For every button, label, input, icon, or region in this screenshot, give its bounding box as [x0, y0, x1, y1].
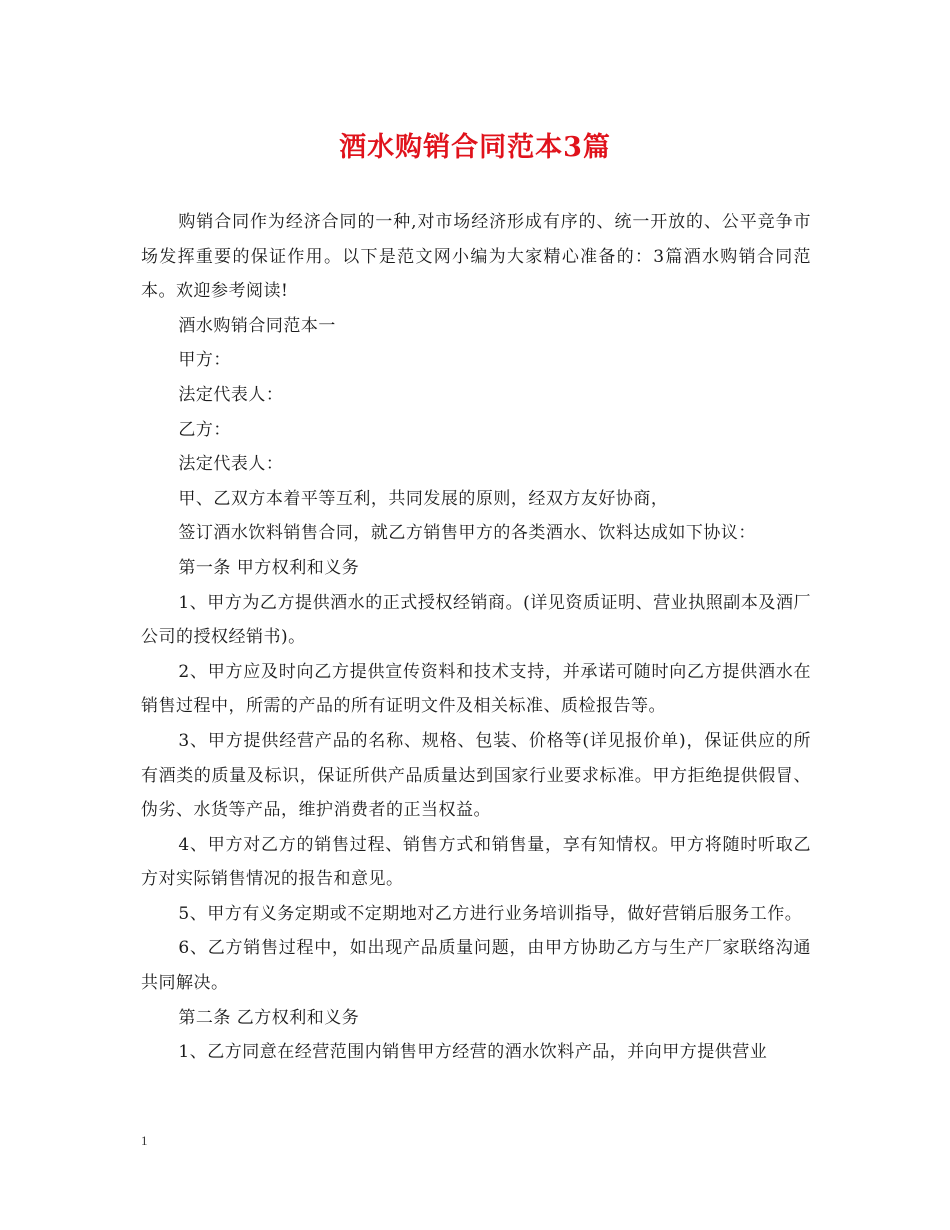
paragraph-article-2-item-1: 1、乙方同意在经营范围内销售甲方经营的酒水饮料产品，并向甲方提供营业	[178, 1042, 768, 1063]
paragraph-party-a-representative: 法定代表人：	[178, 384, 284, 405]
paragraph-section-heading: 酒水购销合同范本一	[178, 315, 336, 336]
paragraph-article-1-item-1: 1、甲方为乙方提供酒水的正式授权经销商。(详见资质证明、营业执照副本及酒厂公司的授权经销书)。	[141, 592, 811, 648]
paragraph-article-1-item-3: 3、甲方提供经营产品的名称、规格、包装、价格等(详见报价单)，保证供应的所有酒类的质量及标识，保证所供产品质量达到国家行业要求标准。甲方拒绝提供假冒、伪劣、水货等产品，维护消费者的正当权益。	[141, 730, 811, 821]
paragraph-article-1-heading: 第一条 甲方权利和义务	[178, 557, 360, 578]
paragraph-article-1-item-5: 5、甲方有义务定期或不定期地对乙方进行业务培训指导，做好营销后服务工作。	[178, 903, 803, 924]
paragraph-article-1-item-4: 4、甲方对乙方的销售过程、销售方式和销售量，享有知情权。甲方将随时听取乙方对实际销售情况的报告和意见。	[141, 834, 811, 890]
document-body	[141, 205, 811, 1070]
paragraph-article-1-item-6: 6、乙方销售过程中，如出现产品质量问题，由甲方协助乙方与生产厂家联络沟通共同解决。	[141, 938, 811, 994]
paragraph-principle: 甲、乙双方本着平等互利，共同发展的原则，经双方友好协商，	[178, 488, 669, 509]
paragraph-intro: 购销合同作为经济合同的一种,对市场经济形成有序的、统一开放的、公平竞争市场发挥重要的保证作用。以下是范文网小编为大家精心准备的：3篇酒水购销合同范本。欢迎参考阅读!	[141, 212, 811, 302]
paragraph-party-b: 乙方：	[178, 419, 231, 440]
document-title: 酒水购销合同范本3篇	[339, 132, 611, 163]
paragraph-agreement: 签订酒水饮料销售合同，就乙方销售甲方的各类酒水、饮料达成如下协议：	[178, 523, 756, 544]
paragraph-article-1-item-2: 2、甲方应及时向乙方提供宣传资料和技术支持，并承诺可随时向乙方提供酒水在销售过程中，所需的产品的所有证明文件及相关标准、质检报告等。	[141, 661, 811, 717]
paragraph-party-b-representative: 法定代表人：	[178, 454, 284, 475]
page-number: 1	[141, 1133, 148, 1148]
paragraph-article-2-heading: 第二条 乙方权利和义务	[178, 1007, 360, 1028]
paragraph-party-a: 甲方：	[178, 350, 231, 371]
